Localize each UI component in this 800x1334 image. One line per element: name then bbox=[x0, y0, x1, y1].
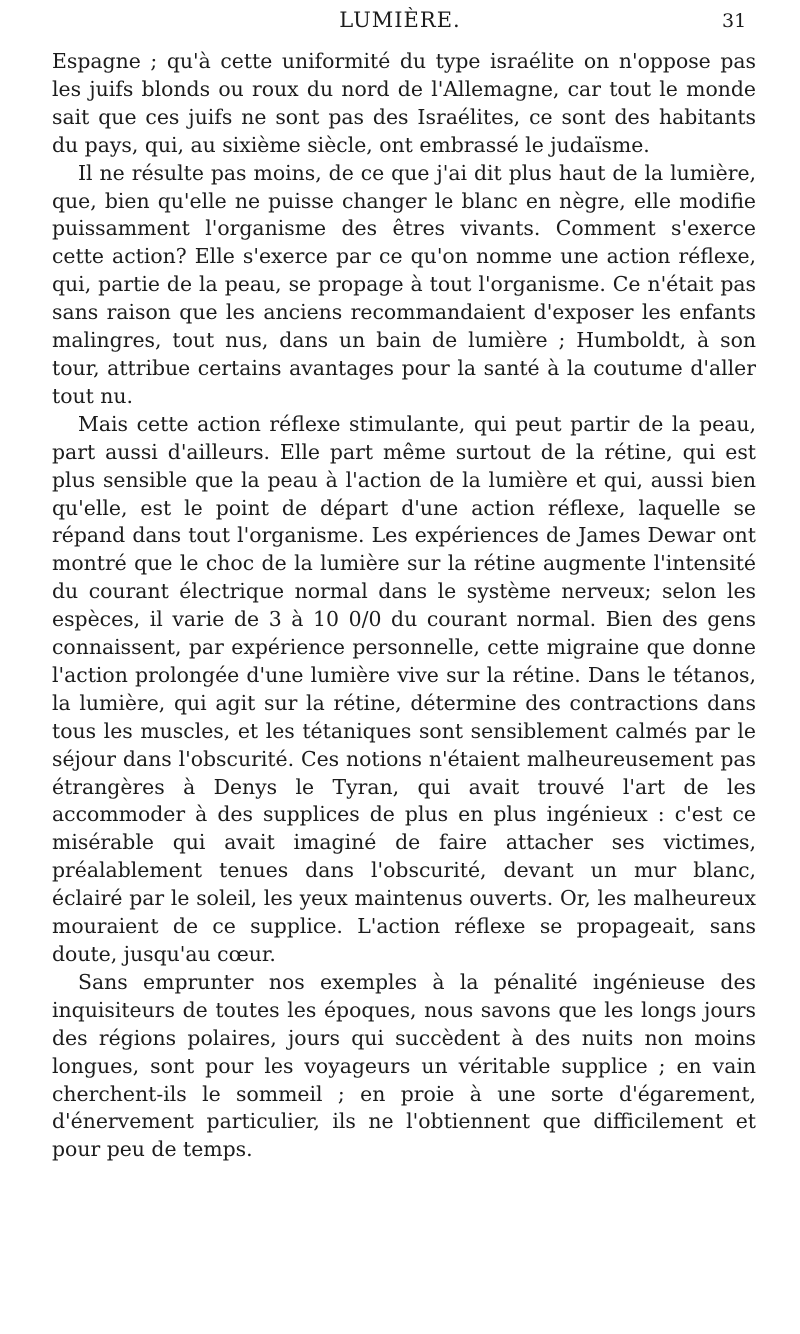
paragraph: Mais cette action réflexe stimulante, qui peut partir de la peau, part aussi d'ailleurs. Elle part même surtout de la rétine, qui est plus sensible que la peau à l'action de la lumière et qui, aussi bien qu'elle, est le point de départ d'une action réflexe, laquelle se répand dans tout l'organisme. Les expériences de James Dewar ont montré que le choc de la lumière sur la rétine augmente l'intensité du courant électrique normal dans le système nerveux; selon les espèces, il varie de 3 à 10 0/0 du courant normal. Bien des gens connaissent, par expérience personnelle, cette migraine que donne l'action prolongée d'une lumière vive sur la rétine. Dans le tétanos, la lumière, qui agit sur la rétine, détermine des contractions dans tous les muscles, et les tétaniques sont sensiblement calmés par le séjour dans l'obscurité. Ces notions n'étaient malheureusement pas étrangères à Denys le Tyran, qui avait trouvé l'art de les accommoder à des supplices de plus en plus ingénieux : c'est ce misérable qui avait imaginé de faire attacher ses victimes, préalablement tenues dans l'obscurité, devant un mur blanc, éclairé par le soleil, les yeux maintenus ouverts. Or, les malheureux mouraient de ce supplice. L'action réflexe se propageait, sans doute, jusqu'au cœur. bbox=[52, 411, 756, 966]
paragraph: Espagne ; qu'à cette uniformité du type israélite on n'oppose pas les juifs blonds ou roux du nord de l'Allemagne, car tout le monde sait que ces juifs ne sont pas des Israélites, ce sont des habitants du pays, qui, au sixième siècle, ont embrassé le judaïsme. bbox=[52, 49, 756, 157]
page-number: 31 bbox=[722, 10, 747, 32]
paragraph: Sans emprunter nos exemples à la pénalité ingénieuse des inquisiteurs de toutes les époques, nous savons que les longs jours des régions polaires, jours qui succèdent à des nuits non moins longues, sont pour les voyageurs un véritable supplice ; en vain cherchent-ils le sommeil ; en proie à une sorte d'égarement, d'énervement particulier, ils ne l'obtiennent que difficilement et pour peu de temps. bbox=[52, 969, 756, 1162]
body-text bbox=[52, 48, 756, 1164]
running-title: LUMIÈRE. bbox=[339, 8, 461, 32]
page-header bbox=[0, 0, 800, 40]
paragraph: Il ne résulte pas moins, de ce que j'ai dit plus haut de la lumière, que, bien qu'elle ne puisse changer le blanc en nègre, elle modifie puissamment l'organisme des êtres vivants. Comment s'exerce cette action? Elle s'exerce par ce qu'on nomme une action réflexe, qui, partie de la peau, se propage à tout l'organisme. Ce n'était pas sans raison que les anciens recommandaient d'exposer les enfants malingres, tout nus, dans un bain de lumière ; Humboldt, à son tour, attribue certains avantages pour la santé à la coutume d'aller tout nu. bbox=[52, 160, 756, 408]
